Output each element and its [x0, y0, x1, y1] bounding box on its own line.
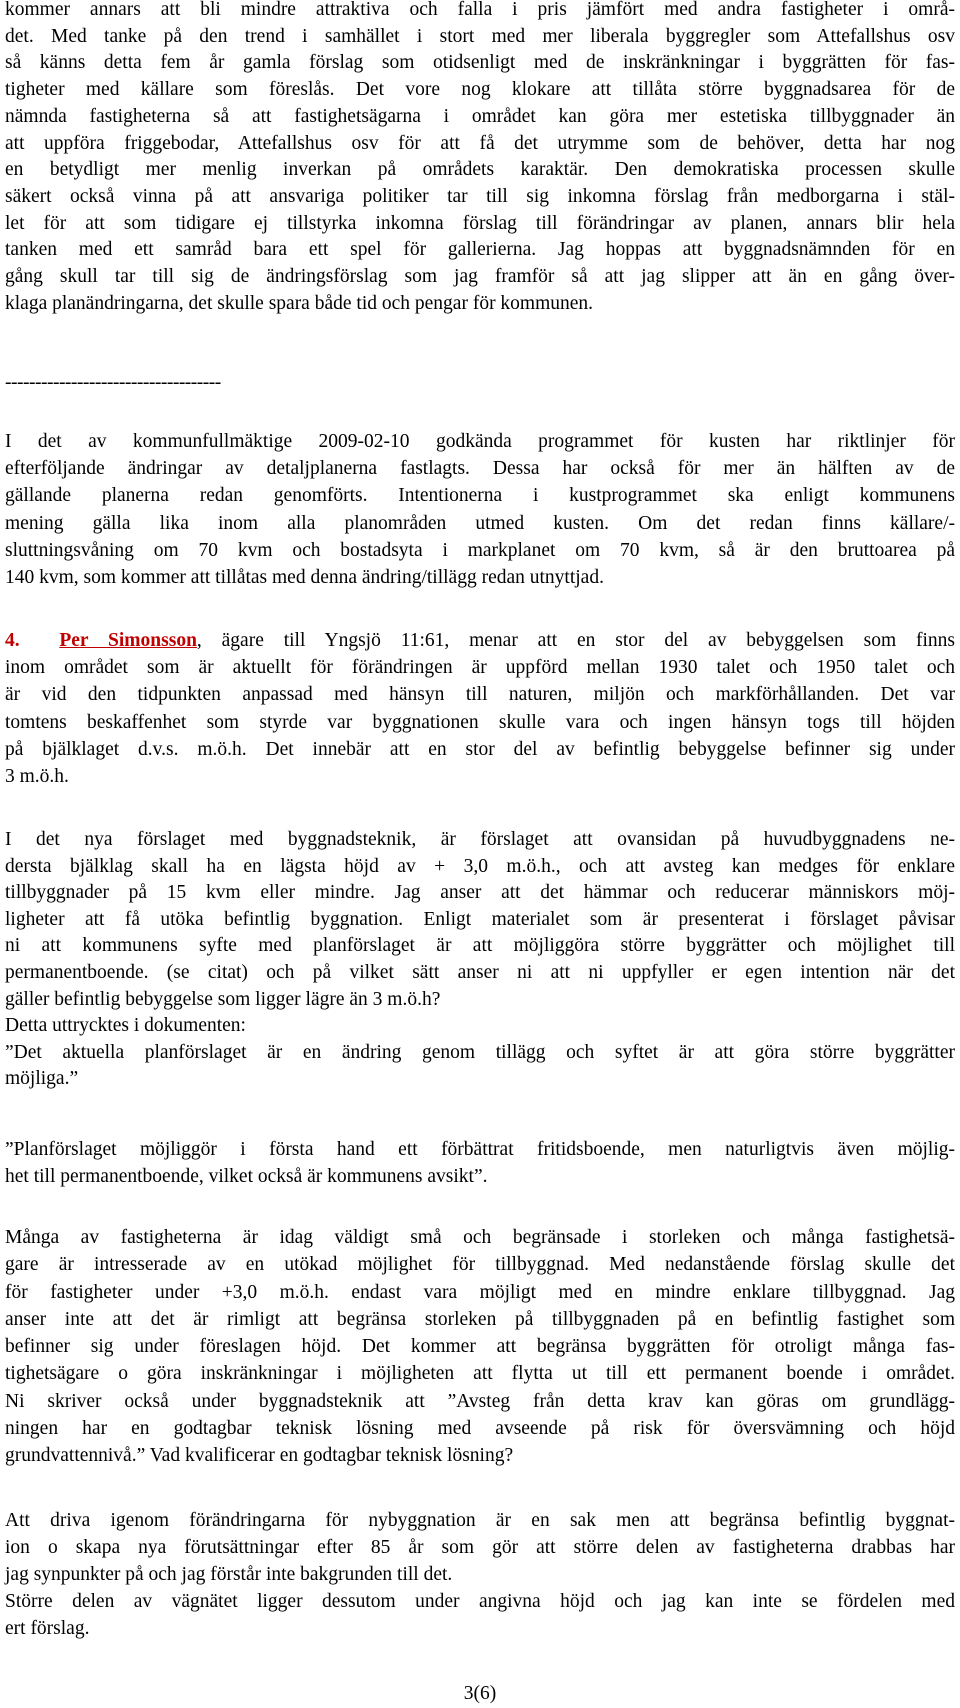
- text-line: ligheter att få utöka befintlig byggnation. Enligt materialet som är presenterat i förslaget påvisar: [5, 908, 955, 930]
- paragraph-fastighetsagare: [5, 1224, 955, 1470]
- text-fragment: , ägare till Yngsjö 11:61, menar att en stor del av bebyggelsen som finns: [196, 630, 955, 651]
- paragraph-vagnatet: [5, 1507, 955, 1642]
- text-line: inom området som är aktuellt för förändringen är uppförd mellan 1930 talet och 1950 talet och: [5, 657, 955, 679]
- text-line: I det nya förslaget med byggnadsteknik, är förslaget att ovansidan på huvudbyggnadens ne-: [5, 829, 955, 850]
- person-name: Per Simonsson: [59, 630, 197, 651]
- paragraph-fastigheter-kallare: [5, 0, 955, 317]
- quote-line: het till permanentboende, vilket också är kommunens avsikt”.: [5, 1166, 488, 1187]
- text-line: gång skull tar till sig de ändringsförslag som jag framför så att jag slipper att än en gång över-: [5, 266, 955, 288]
- text-line: I det av kommunfullmäktige 2009-02-10 godkända programmet för kusten har riktlinjer för: [5, 431, 955, 452]
- text-line: permanentboende. (se citat) och på vilket sätt anser ni att ni uppfyller er egen intention när det: [5, 961, 955, 983]
- text-line: Att driva igenom förändringarna för nybyggnation är en sak men att begränsa befintlig byggnat-: [5, 1510, 955, 1531]
- text-line: Detta uttrycktes i dokumenten:: [5, 1015, 246, 1037]
- text-line: gällande planerna redan genomförts. Intentionerna i kustprogrammet ska enligt kommunens: [5, 485, 955, 507]
- paragraph-citat-planforslaget: [5, 1136, 955, 1190]
- text-line: grundvattennivå.” Vad kvalificerar en godtagbar teknisk lösning?: [5, 1445, 514, 1467]
- text-line: jag synpunkter på och jag förstår inte bakgrunden till det.: [5, 1564, 453, 1585]
- text-line: let för att som tidigare ej tillstyrka inkomna förslag till förändringar av planen, annars blir hela: [5, 212, 955, 234]
- paragraph-kommunens-svar: [5, 428, 955, 591]
- dashed-separator: ------------------------------------: [5, 372, 221, 393]
- text-line: tillbyggnader på 15 kvm eller mindre. Jag anser att det hämmar och reducerar människors möj-: [5, 882, 955, 904]
- text-line: kommer annars att bli mindre attraktiva och falla i pris jämfört med andra fastigheter i områ-: [5, 0, 955, 20]
- text-line: ni att kommunens syfte med planförslaget är att möjliggöra större byggrätter och möjlighet till: [5, 935, 955, 957]
- text-line: efterföljande ändringar av detaljplanerna fastlagts. Dessa har också för mer än hälften av de: [5, 458, 955, 480]
- text-line: gare är intresserade av en utökad möjlighet för tillbyggnad. Med nedanstående förslag skulle det: [5, 1254, 955, 1276]
- text-line: säkert också vinna på att ansvariga politiker tar till sig inkomna förslag från medborgarna i stäl-: [5, 185, 955, 207]
- text-line: [5, 627, 955, 654]
- text-line: sluttningsvåning om 70 kvm och bostadsyta i markplanet om 70 kvm, så är den bruttoarea på: [5, 539, 955, 561]
- text-line: dersta bjälklag skall ha en lägsta höjd av + 3,0 m.ö.h., och att avsteg kan medges för enklare: [5, 855, 955, 877]
- text-line: att uppföra friggebodar, Attefallshus osv för att få det utrymme som de behöver, detta har nog: [5, 132, 955, 154]
- text-line: ert förslag.: [5, 1618, 90, 1639]
- text-line: Många av fastigheterna är idag väldigt små och begränsade i storleken och många fastighetsä-: [5, 1227, 955, 1248]
- text-line: nämnda fastigheterna så att fastighetsägarna i området kan göra mer estetiska tillbyggnader än: [5, 105, 955, 127]
- text-line: ningen har en godtagbar teknisk lösning med avseende på risk för översvämning och höjd: [5, 1418, 955, 1440]
- text-line: en betydligt mer menlig inverkan på områdets karaktär. Den demokratiska processen skulle: [5, 159, 955, 181]
- text-line: det. Med tanke på den trend i samhället i stort med mer liberala byggregler som Attefallshus osv: [5, 25, 955, 47]
- paragraph-per-simonsson: [5, 627, 955, 790]
- text-line: 140 kvm, som kommer att tillåtas med denna ändring/tillägg redan utnyttjad.: [5, 567, 604, 589]
- text-line: tanken med ett samråd bara ett spel för gallerierna. Jag hoppas att byggnadsnämnden för en: [5, 239, 955, 261]
- text-line: för fastigheter under +3,0 m.ö.h. endast vara möjligt med en mindre enklare tillbyggnad. Jag: [5, 1281, 955, 1303]
- text-line: tighetsägare o göra inskränkningar i möjligheten att flytta ut till ett permanent boende i området.: [5, 1363, 955, 1385]
- text-line: Större delen av vägnätet ligger dessutom under angivna höjd och jag kan inte se fördelen med: [5, 1591, 955, 1612]
- paragraph-byggnadsteknik: [5, 827, 955, 1093]
- text-line: så känns detta fem år gamla förslag som otidsenligt med de inskränkningar i byggrätten för fas-: [5, 52, 955, 74]
- page-number: 3(6): [463, 1683, 497, 1704]
- text-line: anser inte att det är rimligt att begränsa storleken på tillbyggnaden på en befintlig fastighet som: [5, 1308, 955, 1330]
- text-line: är vid den tidpunkten anpassad med hänsyn till naturen, miljön och markförhållanden. Det var: [5, 684, 955, 706]
- text-line: tigheter med källare som föreslås. Det vore nog klokare att tillåta större byggnadsarea för de: [5, 79, 955, 101]
- text-line: klaga planändringarna, det skulle spara både tid och pengar för kommunen.: [5, 292, 594, 314]
- text-line: befinner sig under föreslagen höjd. Det kommer att begränsa byggrätten för otroligt många fas-: [5, 1336, 955, 1358]
- text-line: mening gälla lika inom alla planområden utmed kusten. Om det redan finns källare/-: [5, 512, 955, 534]
- quote-line: möjliga.”: [5, 1068, 79, 1090]
- text-line: tomtens beskaffenhet som styrde var byggnationen skulle vara och ingen hänsyn togs till höjden: [5, 711, 955, 733]
- text-line: ion o skapa nya förutsättningar efter 85 år som gör att större delen av fastigheterna drabbas har: [5, 1537, 955, 1558]
- text-line: på bjälklaget d.v.s. m.ö.h. Det innebär att en stor del av befintlig bebyggelse befinner sig under: [5, 738, 955, 760]
- text-line: Ni skriver också under byggnadsteknik att ”Avsteg från detta krav kan göras om grundlägg-: [5, 1390, 955, 1412]
- quote-line: ”Planförslaget möjliggör i första hand ett förbättrat fritidsboende, men naturligtvis även möjlig-: [5, 1139, 955, 1160]
- item-number: 4.: [5, 630, 20, 651]
- text-line: gäller befintlig bebyggelse som ligger lägre än 3 m.ö.h?: [5, 988, 441, 1010]
- text-line: 3 m.ö.h.: [5, 766, 69, 788]
- quote-line: ”Det aktuella planförslaget är en ändring genom tillägg och syftet är att göra större byggrätter: [5, 1041, 955, 1063]
